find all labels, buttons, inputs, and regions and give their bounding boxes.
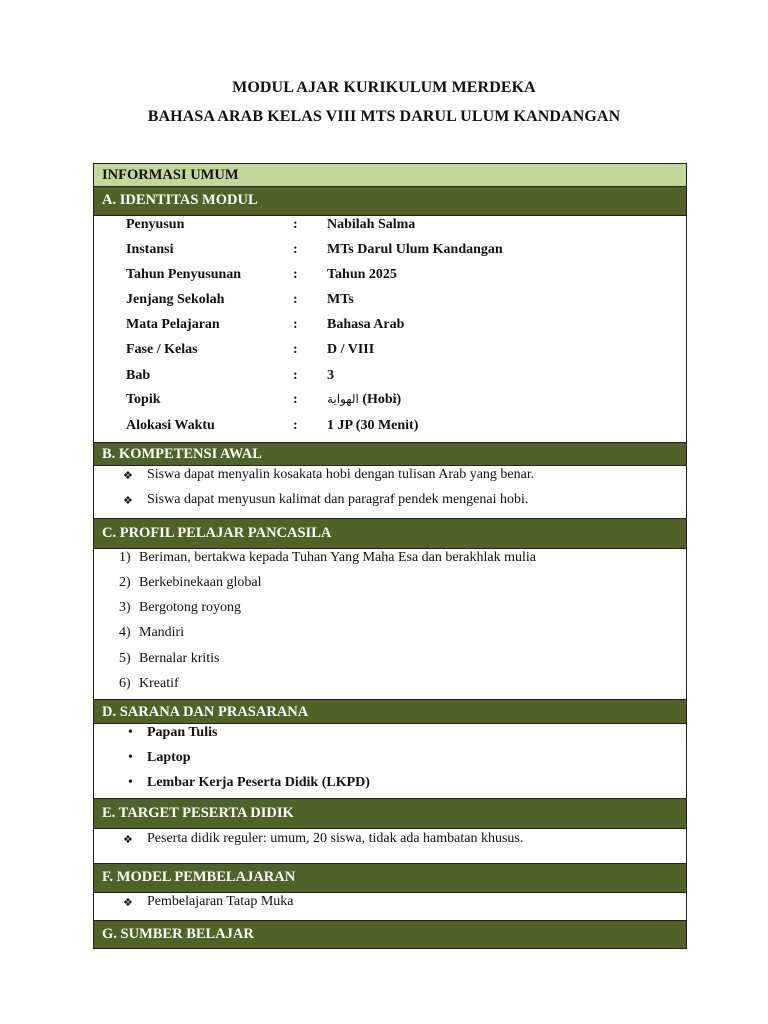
identity-value-topik — [327, 392, 401, 408]
section-header-profil-pancasila — [94, 518, 686, 549]
section-header-label: G. SUMBER BELAJAR — [102, 926, 254, 942]
identity-label-jenjang: Jenjang Sekolah — [126, 292, 225, 307]
list-item: Siswa dapat menyalin kosakata hobi dengan tulisan Arab yang benar. — [147, 467, 535, 482]
document-title-line-2: BAHASA ARAB KELAS VIII MTS DARUL ULUM KANDANGAN — [147, 108, 621, 125]
section-header-sumber-belajar — [94, 920, 686, 948]
list-item: Peserta didik reguler: umum, 20 siswa, tidak ada hambatan khusus. — [147, 831, 524, 846]
list-item: Siswa dapat menyusun kalimat dan paragraf pendek mengenai hobi. — [147, 492, 529, 507]
identity-value-tahun: Tahun 2025 — [327, 267, 397, 282]
identity-label-penyusun: Penyusun — [126, 217, 185, 232]
list-item: Papan Tulis — [147, 725, 218, 740]
section-header-identitas-modul — [94, 186, 686, 216]
list-item: Kreatif — [139, 676, 179, 691]
identity-colon: : — [293, 392, 298, 407]
list-number: 5) — [119, 651, 131, 666]
identity-colon: : — [293, 292, 298, 307]
identity-colon: : — [293, 342, 298, 357]
diamond-bullet-icon: ❖ — [123, 495, 133, 507]
list-item: Bernalar kritis — [139, 651, 220, 666]
identity-value-instansi: MTs Darul Ulum Kandangan — [327, 242, 503, 257]
section-header-sarana — [94, 699, 686, 724]
list-number: 1) — [119, 550, 131, 565]
section-header-informasi-umum — [94, 164, 686, 187]
identity-colon: : — [293, 418, 298, 433]
list-number: 3) — [119, 600, 131, 615]
identity-value-jenjang: MTs — [327, 292, 354, 307]
list-item: Beriman, bertakwa kepada Tuhan Yang Maha Esa dan berakhlak mulia — [139, 550, 536, 565]
section-header-label: E. TARGET PESERTA DIDIK — [102, 805, 294, 821]
section-header-label: INFORMASI UMUM — [102, 167, 239, 183]
document-title-line-1: MODUL AJAR KURIKULUM MERDEKA — [232, 79, 536, 96]
identity-label-mapel: Mata Pelajaran — [126, 317, 220, 332]
list-item: Lembar Kerja Peserta Didik (LKPD) — [147, 775, 370, 790]
diamond-bullet-icon: ❖ — [123, 897, 133, 909]
section-header-label: D. SARANA DAN PRASARANA — [102, 704, 309, 720]
identity-colon: : — [293, 267, 298, 282]
list-item: Laptop — [147, 750, 191, 765]
identity-label-instansi: Instansi — [126, 242, 174, 257]
identity-value-fase: D / VIII — [327, 342, 375, 357]
list-item: Mandiri — [139, 625, 185, 640]
info-table — [93, 163, 687, 949]
diamond-bullet-icon: ❖ — [123, 834, 133, 846]
list-number: 2) — [119, 575, 131, 590]
topik-latin-text: (Hobi) — [362, 392, 402, 407]
bullet-dot-icon: • — [128, 750, 133, 765]
identity-colon: : — [293, 368, 298, 383]
identity-colon: : — [293, 242, 298, 257]
identity-label-bab: Bab — [126, 368, 151, 383]
topik-arabic-text: الهواية — [327, 392, 359, 406]
bullet-dot-icon: • — [128, 775, 133, 790]
section-header-target — [94, 798, 686, 829]
section-header-label: C. PROFIL PELAJAR PANCASILA — [102, 525, 332, 541]
identity-value-bab: 3 — [327, 368, 334, 383]
list-item: Berkebinekaan global — [139, 575, 262, 590]
list-item: Bergotong royong — [139, 600, 242, 615]
bullet-dot-icon: • — [128, 725, 133, 740]
section-header-kompetensi-awal — [94, 442, 686, 466]
list-item: Pembelajaran Tatap Muka — [147, 894, 294, 909]
identity-value-mapel: Bahasa Arab — [327, 317, 405, 332]
list-number: 4) — [119, 625, 131, 640]
identity-label-topik: Topik — [126, 392, 161, 407]
identity-label-tahun: Tahun Penyusunan — [126, 267, 242, 282]
identity-label-alokasi: Alokasi Waktu — [126, 418, 215, 433]
diamond-bullet-icon: ❖ — [123, 470, 133, 482]
identity-value-penyusun: Nabilah Salma — [327, 217, 416, 232]
identity-colon: : — [293, 317, 298, 332]
list-number: 6) — [119, 676, 131, 691]
section-header-label: B. KOMPETENSI AWAL — [102, 446, 262, 462]
identity-colon: : — [293, 217, 298, 232]
identity-label-fase: Fase / Kelas — [126, 342, 198, 357]
section-header-label: F. MODEL PEMBELAJARAN — [102, 869, 296, 885]
section-header-model — [94, 863, 686, 893]
identity-value-alokasi: 1 JP (30 Menit) — [327, 418, 419, 433]
section-header-label: A. IDENTITAS MODUL — [102, 192, 258, 208]
